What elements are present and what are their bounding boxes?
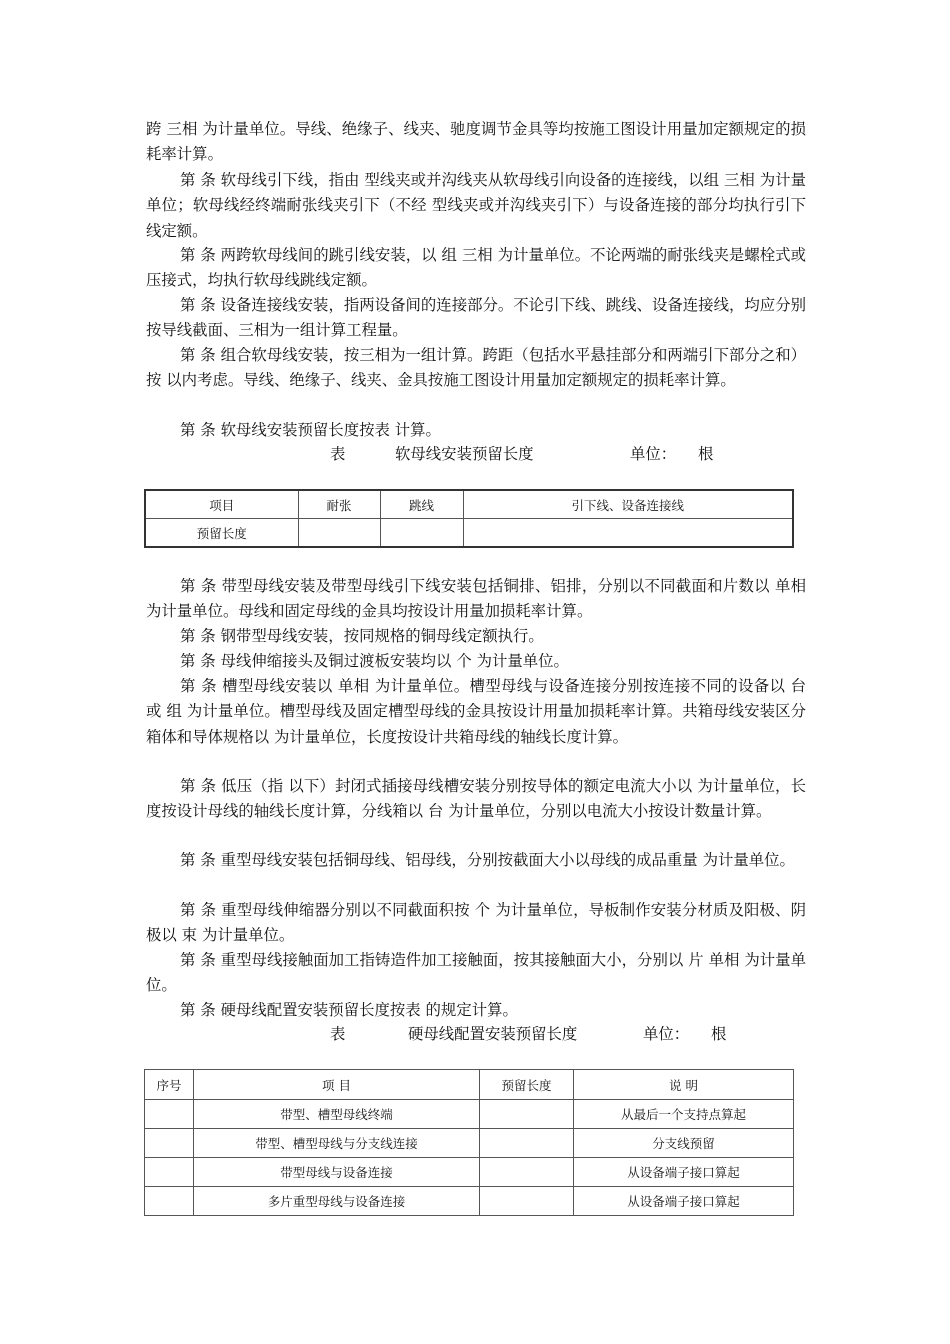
table-row: [145, 519, 793, 548]
paragraph-article: 第 条 组合软母线安装，按三相为一组计算。跨距（包括水平悬挂部分和两端引下部分之和）按 以内考虑。导线、绝缘子、线夹、金具按施工图设计用量加定额规定的损耗率计算。: [146, 346, 806, 390]
table-header-cell: 序号: [145, 1070, 194, 1100]
paragraph-article: 第 条 软母线安装预留长度按表 计算。: [180, 421, 441, 439]
table-cell: 从设备端子接口算起: [574, 1187, 794, 1216]
table-cell: [298, 519, 380, 548]
table-cell: 从最后一个支持点算起: [574, 1100, 794, 1129]
table-cell: 多片重型母线与设备连接: [194, 1187, 480, 1216]
table-cell: 分支线预留: [574, 1129, 794, 1158]
table-row: [145, 1187, 794, 1216]
table2-caption-title: 硬母线配置安装预留长度: [408, 1025, 578, 1043]
paragraph-article: 第 条 钢带型母线安装，按同规格的铜母线定额执行。: [180, 627, 544, 645]
paragraph-article: 第 条 两跨软母线间的跳引线安装，以 组 三相 为计量单位。不论两端的耐张线夹是螺栓式或压接式，均执行软母线跳线定额。: [146, 246, 806, 290]
table-cell: 带型、槽型母线终端: [194, 1100, 480, 1129]
table-header-cell: 说 明: [574, 1070, 794, 1100]
table-cell: [480, 1158, 574, 1187]
table-cell: [380, 519, 463, 548]
hard-busbar-reserve-table: [144, 1069, 794, 1216]
paragraph-article: 第 条 重型母线伸缩器分别以不同截面积按 个 为计量单位，导板制作安装分材质及阳极、阴极以 束 为计量单位。: [146, 901, 806, 945]
table-cell: [145, 1100, 194, 1129]
table-header-cell: 项目: [145, 490, 298, 519]
table1-caption-prefix: 表: [330, 445, 346, 463]
table-cell: 从设备端子接口算起: [574, 1158, 794, 1187]
table-cell: 带型母线与设备连接: [194, 1158, 480, 1187]
paragraph-article: 第 条 设备连接线安装，指两设备间的连接部分。不论引下线、跳线、设备连接线，均应分别按导线截面、三相为一组计算工程量。: [146, 296, 806, 340]
table-cell: [145, 1129, 194, 1158]
table1-caption-unit-label: 单位：: [630, 445, 677, 463]
table-row: [145, 1158, 794, 1187]
table-header-row: [145, 1070, 794, 1100]
table2-caption-unit-label: 单位：: [643, 1025, 690, 1043]
table-cell: [145, 1158, 194, 1187]
table-cell: [145, 1187, 194, 1216]
table-cell: [480, 1129, 574, 1158]
paragraph-article: 第 条 硬母线配置安装预留长度按表 的规定计算。: [180, 1001, 518, 1019]
table-header-cell: 引下线、设备连接线: [463, 490, 793, 519]
table1-caption-title: 软母线安装预留长度: [395, 445, 534, 463]
table2-caption-prefix: 表: [330, 1025, 346, 1043]
paragraph-continuation: 跨 三相 为计量单位。导线、绝缘子、线夹、驰度调节金具等均按施工图设计用量加定额规定的损耗率计算。: [146, 120, 806, 164]
table-cell: [480, 1100, 574, 1129]
table-header-cell: 耐张: [298, 490, 380, 519]
soft-busbar-reserve-table: [144, 489, 794, 548]
table1-caption-unit: 根: [698, 445, 714, 463]
table-header-row: [145, 490, 793, 519]
table-header-cell: 跳线: [380, 490, 463, 519]
paragraph-article: 第 条 母线伸缩接头及铜过渡板安装均以 个 为计量单位。: [180, 652, 569, 670]
paragraph-article: 第 条 带型母线安装及带型母线引下线安装包括铜排、铝排，分别以不同截面和片数以 单相 为计量单位。母线和固定母线的金具均按设计用量加损耗率计算。: [146, 577, 806, 621]
paragraph-article: 第 条 槽型母线安装以 单相 为计量单位。槽型母线与设备连接分别按连接不同的设备以 台 或 组 为计量单位。槽型母线及固定槽型母线的金具按设计用量加损耗率计算。共箱母线安装区分箱体和导体规格以 为计量单位，长度按设计共箱母线的轴线长度计算。: [146, 677, 806, 746]
table-row: [145, 1129, 794, 1158]
table-row: [145, 1100, 794, 1129]
table-header-cell: 项 目: [194, 1070, 480, 1100]
table-header-cell: 预留长度: [480, 1070, 574, 1100]
table-cell: 带型、槽型母线与分支线连接: [194, 1129, 480, 1158]
paragraph-article: 第 条 低压（指 以下）封闭式插接母线槽安装分别按导体的额定电流大小以 为计量单位，长度按设计母线的轴线长度计算，分线箱以 台 为计量单位，分别以电流大小按设计数量计算。: [146, 777, 806, 821]
table2-caption-unit: 根: [711, 1025, 727, 1043]
paragraph-article: 第 条 软母线引下线，指由 型线夹或并沟线夹从软母线引向设备的连接线，以组 三相 为计量单位；软母线经终端耐张线夹引下（不经 型线夹或并沟线夹引下）与设备连接的部分均执行引下线定额。: [146, 171, 806, 240]
paragraph-article: 第 条 重型母线接触面加工指铸造件加工接触面，按其接触面大小，分别以 片 单相 为计量单位。: [146, 951, 806, 995]
table-cell: [480, 1187, 574, 1216]
table-cell: 预留长度: [145, 519, 298, 548]
table-cell: [463, 519, 793, 548]
paragraph-article: 第 条 重型母线安装包括铜母线、铝母线，分别按截面大小以母线的成品重量 为计量单位。: [180, 851, 795, 869]
